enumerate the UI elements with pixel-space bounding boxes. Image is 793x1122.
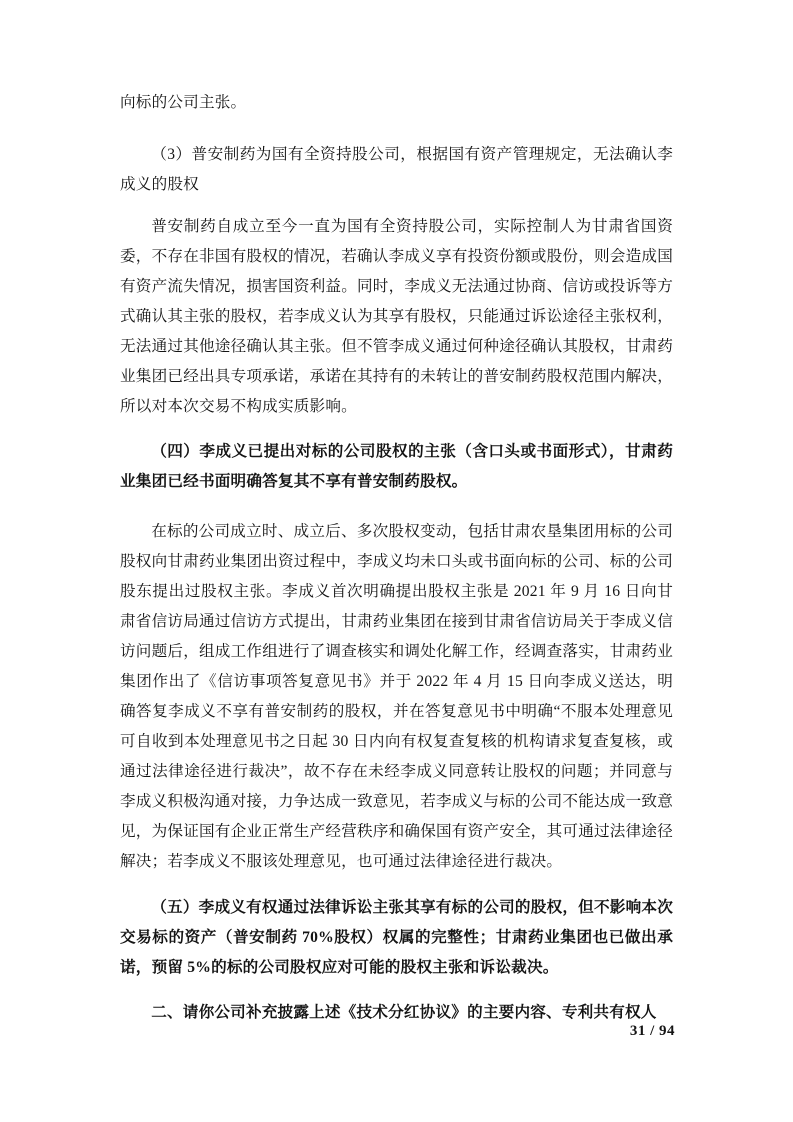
sub-item-3-heading: （3）普安制药为国有全资持股公司，根据国有资产管理规定，无法确认李成义的股权 [120,146,673,193]
document-body [120,88,673,1028]
section-heading-2: 二、请你公司补充披露上述《技术分红协议》的主要内容、专利共有权人 [151,1004,657,1021]
paragraph-continuation: 向标的公司主张。 [120,94,247,111]
section-heading-4: （四）李成义已提出对标的公司股权的主张（含口头或书面形式），甘肃药业集团已经书面明确答复其不享有普安制药股权。 [120,443,673,490]
paragraph-puan-state-owned: 普安制药自成立至今一直为国有全资持股公司，实际控制人为甘肃省国资委，不存在非国有股权的情况，若确认李成义享有投资份额或股份，则会造成国有资产流失情况，损害国资利益。同时，李成义无法通过协商、信访或投诉等方式确认其主张的股权，若李成义认为其享有股权，只能通过诉讼途径主张权利，无法通过其他途径确认其主张。但不管李成义通过何种途径确认其股权，甘肃药业集团已经出具专项承诺，承诺在其持有的未转让的普安制药股权范围内解决，所以对本次交易不构成实质影响。 [120,218,673,415]
paragraph-claim-history: 在标的公司成立时、成立后、多次股权变动，包括甘肃农垦集团用标的公司股权向甘肃药业集团出资过程中，李成义均未口头或书面向标的公司、标的公司股东提出过股权主张。李成义首次明确提出股权主张是 2021 年 9 月 16 日向甘肃省信访局通过信访方式提出，甘肃药业集团在接到甘肃省信访局关于李成义信访问题后，组成工作组进行了调查核实和调处化解工作，经调查落实，甘肃药业集团作出了《信访事项答复意见书》并于 2022 年 4 月 15 日向李成义送达，明确答复李成义不享有普安制药的股权，并在答复意见书中明确“不服本处理意见可自收到本处理意见书之日起 30 日内向有权复查复核的机构请求复查复核，或通过法律途径进行裁决”，故不存在未经李成义同意转让股权的问题；并同意与李成义积极沟通对接，力争达成一致意见，若李成义与标的公司不能达成一致意见，为保证国有企业正常生产经营秩序和确保国有资产安全，其可通过法律途径解决；若李成义不服该处理意见，也可通过法律途径进行裁决。 [120,523,673,870]
section-heading-5: （五）李成义有权通过法律诉讼主张其享有标的公司的股权，但不影响本次交易标的资产（普安制药 70%股权）权属的完整性；甘肃药业集团也已做出承诺，预留 5%的标的公司股权应对可能的股权主张和诉讼裁决。 [120,899,673,976]
page-number: 31 / 94 [629,1023,675,1039]
